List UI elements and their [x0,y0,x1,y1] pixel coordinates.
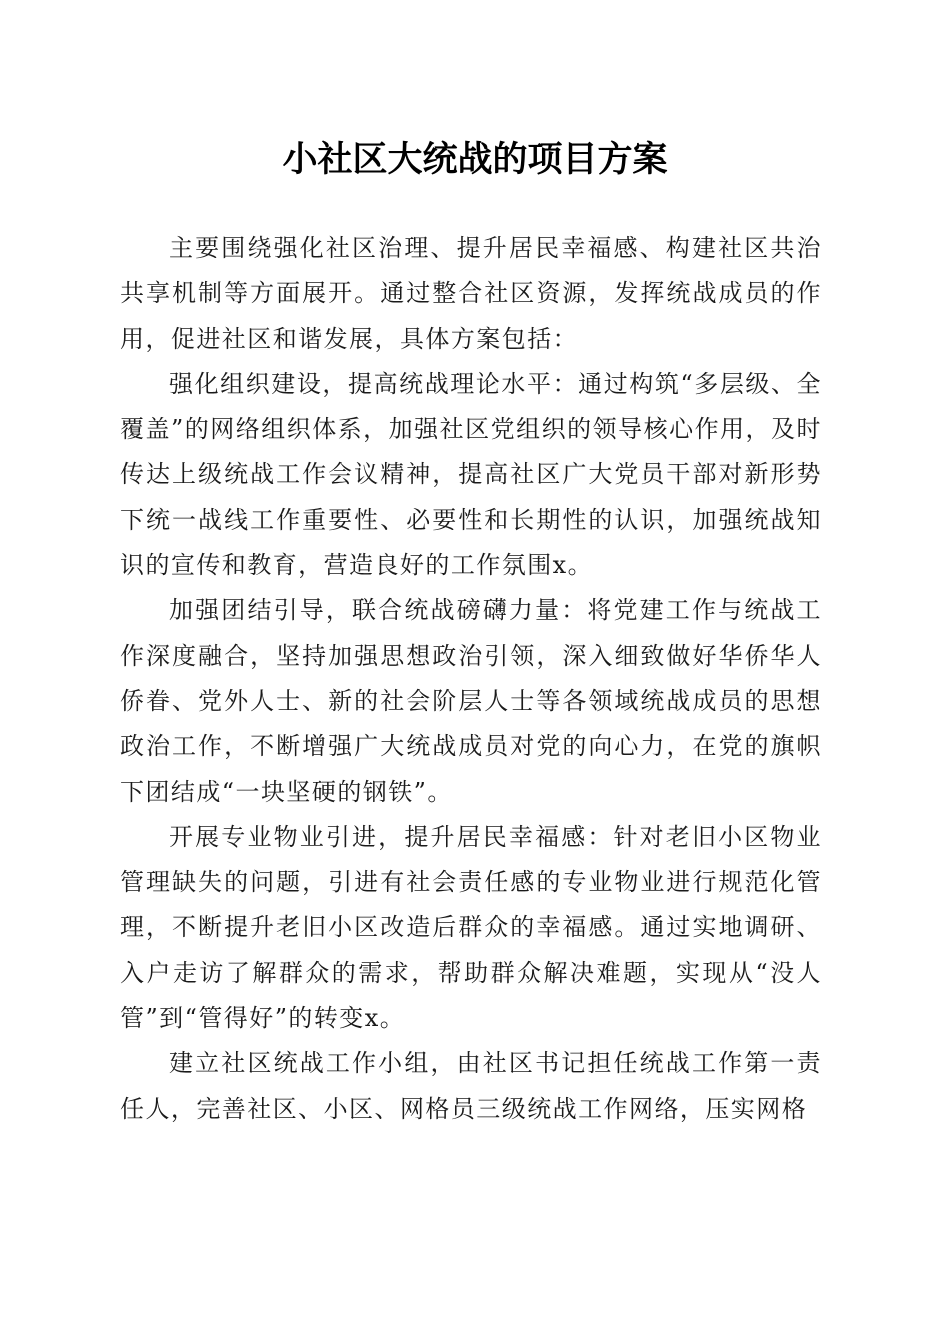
paragraph-organization: 强化组织建设，提高统战理论水平：通过构筑“多层级、全覆盖”的网络组织体系，加强社区党组织的领导核心作用，及时传达上级统战工作会议精神，提高社区广大党员干部对新形势下统一战线工作重要性、必要性和长期性的认识，加强统战知识的宣传和教育，营造良好的工作氛围x。 [120,369,822,580]
document-title: 小社区大统战的项目方案 [282,139,668,180]
paragraph-intro: 主要围绕强化社区治理、提升居民幸福感、构建社区共治共享机制等方面展开。通过整合社区资源，发挥统战成员的作用，促进社区和谐发展，具体方案包括： [120,234,822,353]
paragraph-property: 开展专业物业引进，提升居民幸福感：针对老旧小区物业管理缺失的问题，引进有社会责任感的专业物业进行规范化管理，不断提升老旧小区改造后群众的幸福感。通过实地调研、入户走访了解群众的需求，帮助群众解决难题，实现从“没人管”到“管得好”的转变x。 [120,822,822,1033]
paragraph-unity: 加强团结引导，联合统战磅礴力量：将党建工作与统战工作深度融合，坚持加强思想政治引领，深入细致做好华侨华人侨眷、党外人士、新的社会阶层人士等各领域统战成员的思想政治工作，不断增强广大统战成员对党的向心力，在党的旗帜下团结成“一块坚硬的钢铁”。 [120,596,822,806]
paragraph-working-group: 建立社区统战工作小组，由社区书记担任统战工作第一责任人，完善社区、小区、网格员三级统战工作网络，压实网格 [120,1049,822,1123]
document-body [120,226,822,1132]
